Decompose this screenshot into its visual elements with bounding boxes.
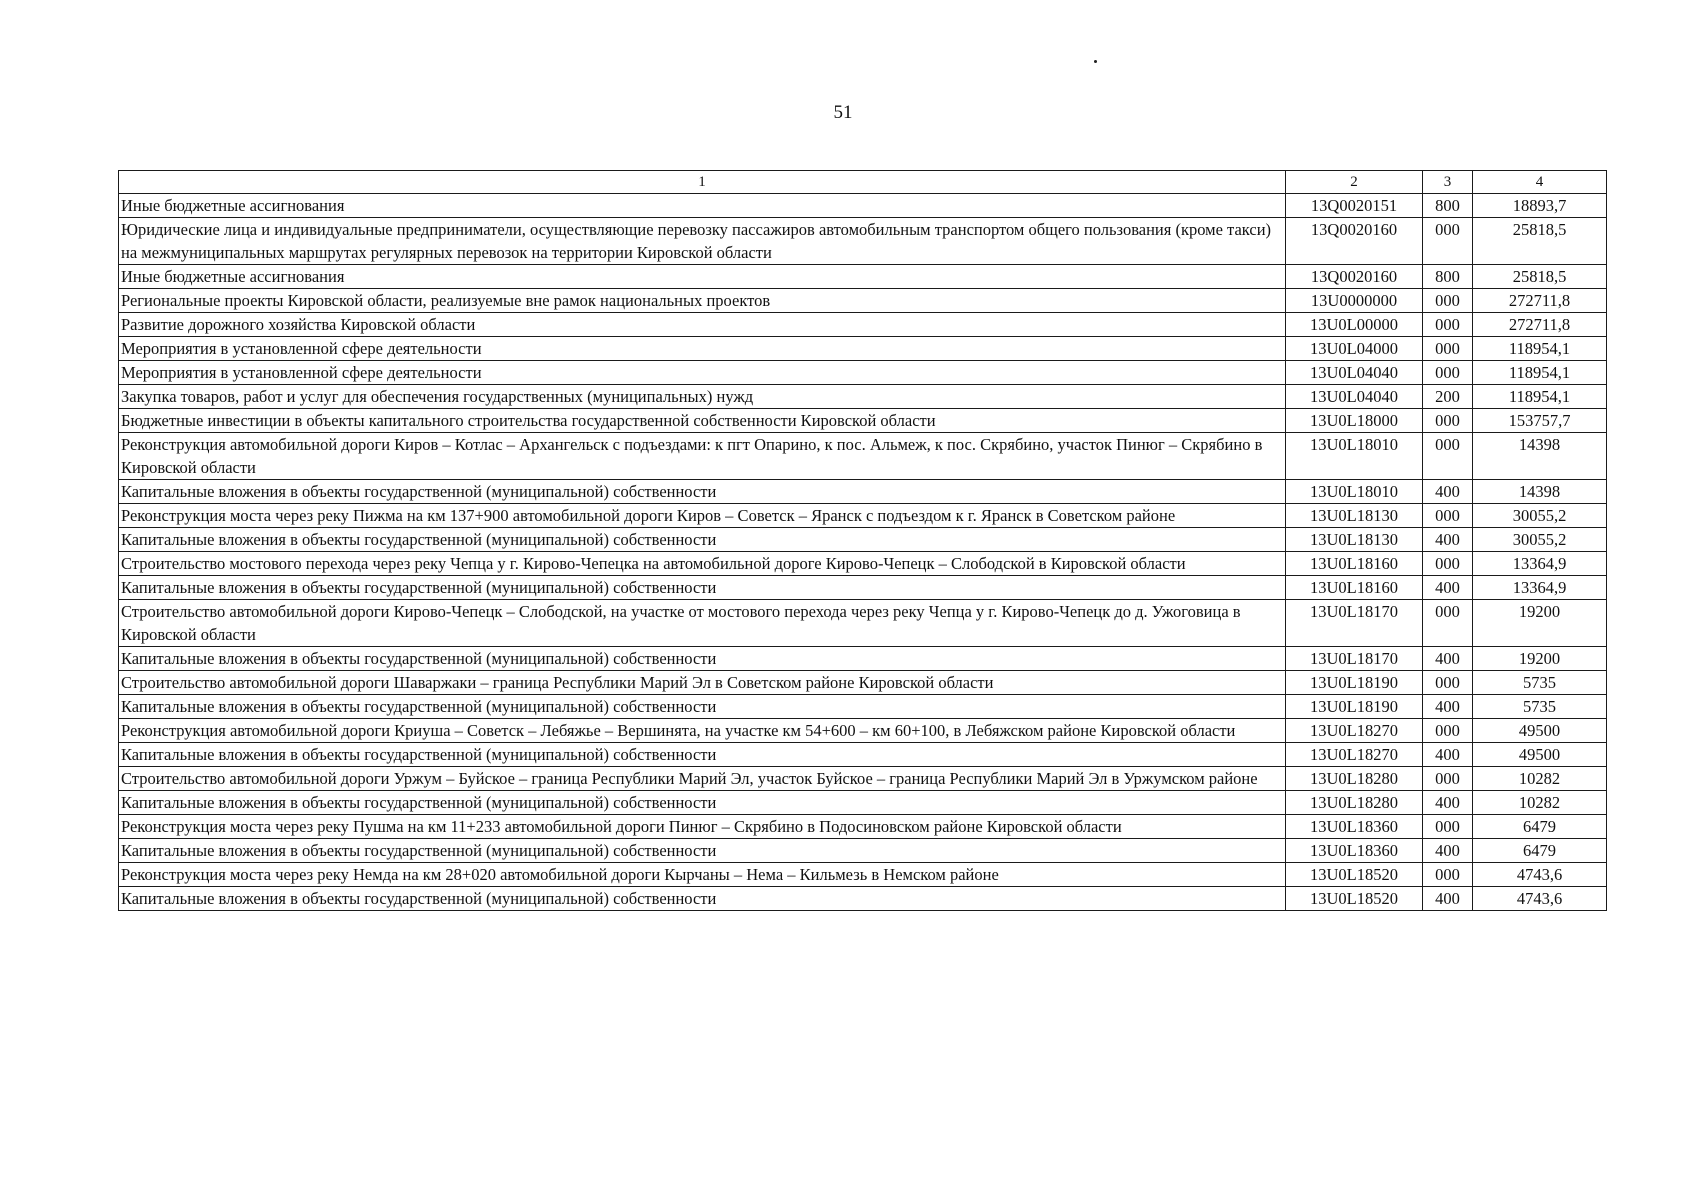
row-amount-cell: 153757,7	[1473, 409, 1607, 433]
row-amount-cell: 118954,1	[1473, 361, 1607, 385]
row-code-cell: 13U0L18160	[1286, 576, 1423, 600]
table-row	[119, 671, 1607, 695]
row-code-cell: 13U0L18010	[1286, 433, 1423, 480]
row-code-cell: 13Q0020160	[1286, 218, 1423, 265]
table-row	[119, 528, 1607, 552]
table-row	[119, 839, 1607, 863]
row-name-cell: Реконструкция автомобильной дороги Киров – Котлас – Архангельск с подъездами: к пгт Опарино, к пос. Альмеж, к пос. Скрябино, участок Пинюг – Скрябино в Кировской области	[119, 433, 1286, 480]
row-code-cell: 13U0L18360	[1286, 815, 1423, 839]
table-row	[119, 433, 1607, 480]
row-code-cell: 13Q0020160	[1286, 265, 1423, 289]
row-code-cell: 13U0L04040	[1286, 385, 1423, 409]
row-type-cell: 000	[1423, 671, 1473, 695]
row-amount-cell: 118954,1	[1473, 337, 1607, 361]
row-amount-cell: 30055,2	[1473, 504, 1607, 528]
row-code-cell: 13U0L18000	[1286, 409, 1423, 433]
row-name-cell: Капитальные вложения в объекты государственной (муниципальной) собственности	[119, 695, 1286, 719]
row-name-cell: Реконструкция автомобильной дороги Криуша – Советск – Лебяжье – Вершинята, на участке км 54+600 – км 60+100, в Лебяжском районе Кировской области	[119, 719, 1286, 743]
row-code-cell: 13U0L00000	[1286, 313, 1423, 337]
row-code-cell: 13U0L18010	[1286, 480, 1423, 504]
row-name-cell: Региональные проекты Кировской области, реализуемые вне рамок национальных проектов	[119, 289, 1286, 313]
row-name-cell: Капитальные вложения в объекты государственной (муниципальной) собственности	[119, 791, 1286, 815]
row-amount-cell: 4743,6	[1473, 863, 1607, 887]
row-code-cell: 13U0L18280	[1286, 791, 1423, 815]
table-row	[119, 863, 1607, 887]
row-type-cell: 400	[1423, 791, 1473, 815]
row-name-cell: Иные бюджетные ассигнования	[119, 265, 1286, 289]
row-amount-cell: 19200	[1473, 647, 1607, 671]
row-type-cell: 000	[1423, 218, 1473, 265]
row-type-cell: 000	[1423, 289, 1473, 313]
row-amount-cell: 49500	[1473, 719, 1607, 743]
row-code-cell: 13U0L04000	[1286, 337, 1423, 361]
row-name-cell: Мероприятия в установленной сфере деятельности	[119, 361, 1286, 385]
row-amount-cell: 13364,9	[1473, 576, 1607, 600]
row-name-cell: Мероприятия в установленной сфере деятельности	[119, 337, 1286, 361]
row-amount-cell: 14398	[1473, 480, 1607, 504]
row-name-cell: Закупка товаров, работ и услуг для обеспечения государственных (муниципальных) нужд	[119, 385, 1286, 409]
row-amount-cell: 13364,9	[1473, 552, 1607, 576]
table-row	[119, 600, 1607, 647]
row-amount-cell: 25818,5	[1473, 265, 1607, 289]
row-name-cell: Иные бюджетные ассигнования	[119, 194, 1286, 218]
table-row	[119, 552, 1607, 576]
row-type-cell: 000	[1423, 337, 1473, 361]
table-row	[119, 409, 1607, 433]
row-code-cell: 13U0L04040	[1286, 361, 1423, 385]
row-amount-cell: 118954,1	[1473, 385, 1607, 409]
row-name-cell: Бюджетные инвестиции в объекты капитального строительства государственной собственности Кировской области	[119, 409, 1286, 433]
table-row	[119, 361, 1607, 385]
table-row	[119, 385, 1607, 409]
table-row	[119, 313, 1607, 337]
table-row	[119, 576, 1607, 600]
row-type-cell: 400	[1423, 743, 1473, 767]
table-row	[119, 791, 1607, 815]
table-row	[119, 647, 1607, 671]
row-code-cell: 13U0L18360	[1286, 839, 1423, 863]
row-code-cell: 13U0L18190	[1286, 695, 1423, 719]
row-code-cell: 13U0L18280	[1286, 767, 1423, 791]
table-row	[119, 265, 1607, 289]
row-type-cell: 400	[1423, 480, 1473, 504]
table-row	[119, 719, 1607, 743]
table-row	[119, 815, 1607, 839]
row-type-cell: 800	[1423, 194, 1473, 218]
row-amount-cell: 49500	[1473, 743, 1607, 767]
budget-table	[118, 170, 1607, 911]
row-name-cell: Капитальные вложения в объекты государственной (муниципальной) собственности	[119, 576, 1286, 600]
row-name-cell: Капитальные вложения в объекты государственной (муниципальной) собственности	[119, 839, 1286, 863]
row-name-cell: Капитальные вложения в объекты государственной (муниципальной) собственности	[119, 480, 1286, 504]
row-type-cell: 000	[1423, 767, 1473, 791]
row-amount-cell: 272711,8	[1473, 313, 1607, 337]
row-code-cell: 13Q0020151	[1286, 194, 1423, 218]
row-name-cell: Юридические лица и индивидуальные предприниматели, осуществляющие перевозку пассажиров автомобильным транспортом общего пользования (кроме такси) на межмуниципальных маршрутах регулярных перевозок на территории Кировской области	[119, 218, 1286, 265]
row-code-cell: 13U0000000	[1286, 289, 1423, 313]
table-row	[119, 743, 1607, 767]
header-row	[119, 171, 1607, 194]
row-amount-cell: 25818,5	[1473, 218, 1607, 265]
row-amount-cell: 5735	[1473, 671, 1607, 695]
row-name-cell: Капитальные вложения в объекты государственной (муниципальной) собственности	[119, 743, 1286, 767]
row-amount-cell: 10282	[1473, 791, 1607, 815]
table-row	[119, 504, 1607, 528]
row-type-cell: 000	[1423, 600, 1473, 647]
row-name-cell: Капитальные вложения в объекты государственной (муниципальной) собственности	[119, 887, 1286, 911]
table-row	[119, 194, 1607, 218]
row-amount-cell: 5735	[1473, 695, 1607, 719]
row-amount-cell: 6479	[1473, 815, 1607, 839]
header-col-4: 4	[1473, 171, 1607, 194]
header-col-1: 1	[119, 171, 1286, 194]
scan-speck	[1094, 60, 1097, 63]
row-type-cell: 000	[1423, 719, 1473, 743]
table-row	[119, 767, 1607, 791]
row-type-cell: 800	[1423, 265, 1473, 289]
row-amount-cell: 14398	[1473, 433, 1607, 480]
row-name-cell: Строительство автомобильной дороги Кирово-Чепецк – Слободской, на участке от мостового перехода через реку Чепца у г. Кирово-Чепецк до д. Ужоговица в Кировской области	[119, 600, 1286, 647]
header-col-2: 2	[1286, 171, 1423, 194]
row-code-cell: 13U0L18520	[1286, 863, 1423, 887]
row-amount-cell: 30055,2	[1473, 528, 1607, 552]
row-code-cell: 13U0L18190	[1286, 671, 1423, 695]
row-type-cell: 400	[1423, 528, 1473, 552]
table-row	[119, 480, 1607, 504]
row-type-cell: 000	[1423, 815, 1473, 839]
row-type-cell: 000	[1423, 433, 1473, 480]
row-code-cell: 13U0L18170	[1286, 600, 1423, 647]
row-amount-cell: 10282	[1473, 767, 1607, 791]
row-code-cell: 13U0L18520	[1286, 887, 1423, 911]
row-amount-cell: 19200	[1473, 600, 1607, 647]
table-row	[119, 289, 1607, 313]
row-type-cell: 400	[1423, 887, 1473, 911]
row-code-cell: 13U0L18160	[1286, 552, 1423, 576]
row-name-cell: Реконструкция моста через реку Пушма на км 11+233 автомобильной дороги Пинюг – Скрябино в Подосиновском районе Кировской области	[119, 815, 1286, 839]
row-amount-cell: 18893,7	[1473, 194, 1607, 218]
row-name-cell: Строительство мостового перехода через реку Чепца у г. Кирово-Чепецка на автомобильной дороге Кирово-Чепецк – Слободской в Кировской области	[119, 552, 1286, 576]
row-amount-cell: 272711,8	[1473, 289, 1607, 313]
table-row	[119, 337, 1607, 361]
row-code-cell: 13U0L18130	[1286, 504, 1423, 528]
row-name-cell: Строительство автомобильной дороги Шаваржаки – граница Республики Марий Эл в Советском районе Кировской области	[119, 671, 1286, 695]
table-row	[119, 887, 1607, 911]
header-col-3: 3	[1423, 171, 1473, 194]
table-row	[119, 695, 1607, 719]
row-code-cell: 13U0L18170	[1286, 647, 1423, 671]
row-code-cell: 13U0L18130	[1286, 528, 1423, 552]
row-type-cell: 200	[1423, 385, 1473, 409]
row-name-cell: Строительство автомобильной дороги Уржум – Буйское – граница Республики Марий Эл, участок Буйское – граница Республики Марий Эл в Уржумском районе	[119, 767, 1286, 791]
row-name-cell: Капитальные вложения в объекты государственной (муниципальной) собственности	[119, 528, 1286, 552]
row-type-cell: 400	[1423, 695, 1473, 719]
page-number: 51	[833, 102, 853, 123]
row-type-cell: 400	[1423, 839, 1473, 863]
row-amount-cell: 4743,6	[1473, 887, 1607, 911]
row-type-cell: 000	[1423, 361, 1473, 385]
table-row	[119, 218, 1607, 265]
row-type-cell: 000	[1423, 552, 1473, 576]
row-name-cell: Реконструкция моста через реку Немда на км 28+020 автомобильной дороги Кырчаны – Нема – Кильмезь в Немском районе	[119, 863, 1286, 887]
row-name-cell: Капитальные вложения в объекты государственной (муниципальной) собственности	[119, 647, 1286, 671]
row-type-cell: 400	[1423, 576, 1473, 600]
row-type-cell: 000	[1423, 504, 1473, 528]
table-body	[119, 194, 1607, 911]
row-name-cell: Реконструкция моста через реку Пижма на км 137+900 автомобильной дороги Киров – Советск – Яранск с подъездом к г. Яранск в Советском районе	[119, 504, 1286, 528]
table-header	[119, 171, 1607, 194]
row-code-cell: 13U0L18270	[1286, 719, 1423, 743]
row-name-cell: Развитие дорожного хозяйства Кировской области	[119, 313, 1286, 337]
row-amount-cell: 6479	[1473, 839, 1607, 863]
row-type-cell: 400	[1423, 647, 1473, 671]
row-code-cell: 13U0L18270	[1286, 743, 1423, 767]
row-type-cell: 000	[1423, 313, 1473, 337]
row-type-cell: 000	[1423, 863, 1473, 887]
row-type-cell: 000	[1423, 409, 1473, 433]
